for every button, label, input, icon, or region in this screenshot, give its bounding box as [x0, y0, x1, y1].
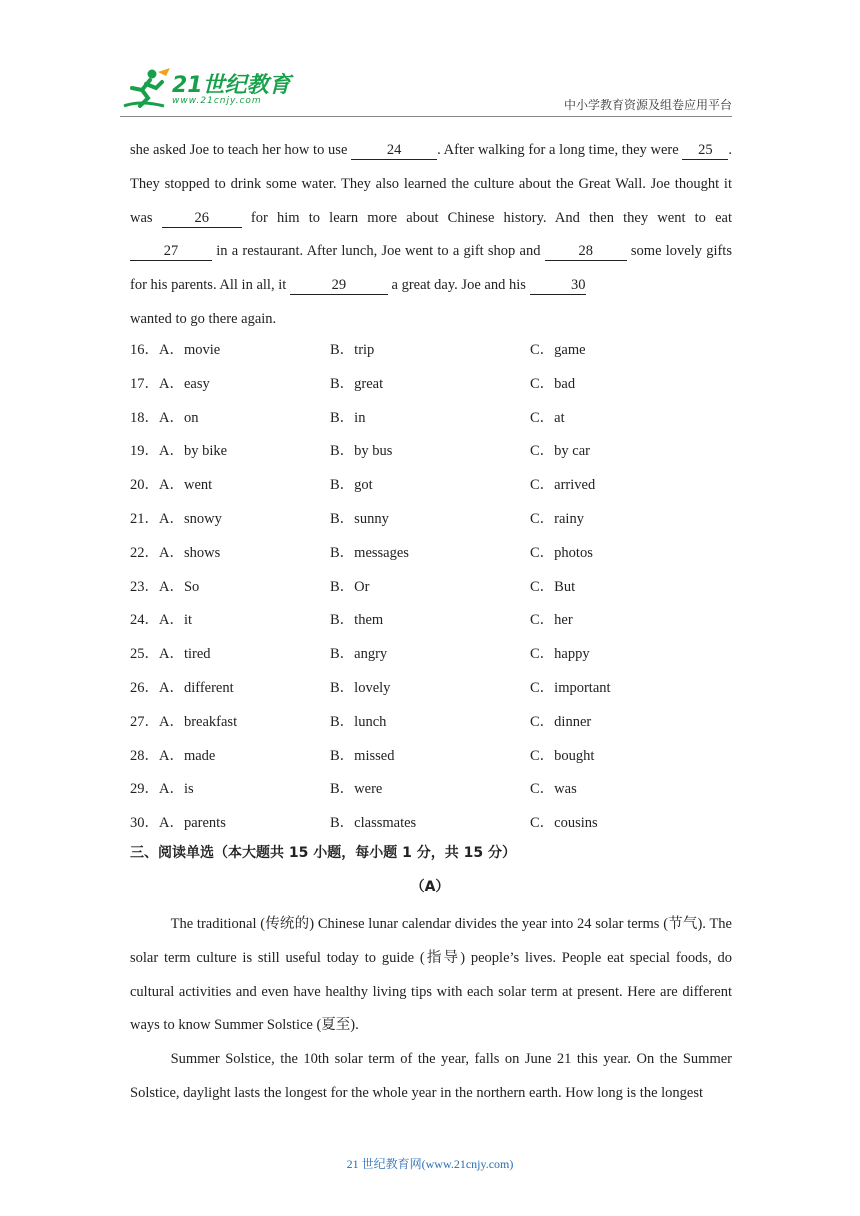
option-a[interactable]	[130, 368, 210, 402]
option-a-text: A．is	[159, 781, 194, 798]
option-a[interactable]	[130, 773, 194, 807]
question-number: 24．	[130, 612, 159, 629]
option-a[interactable]	[130, 402, 198, 436]
option-c[interactable]: C．arrived	[530, 477, 596, 494]
question-number: 25．	[130, 646, 159, 663]
option-b[interactable]: B．in	[330, 409, 366, 426]
option-c[interactable]: C．bad	[530, 375, 576, 392]
blank-30: 30	[530, 276, 586, 295]
subsection-label: （A）	[410, 879, 450, 895]
question-row	[130, 638, 732, 672]
option-b[interactable]: B．them	[330, 612, 384, 629]
option-a-text: A．made	[159, 747, 216, 764]
blank-27: 27	[130, 242, 212, 261]
option-a-text: A．shows	[159, 544, 221, 561]
option-c[interactable]: C．photos	[530, 544, 593, 561]
page-footer: 21 世纪教育网(www.21cnjy.com)	[346, 1157, 514, 1171]
option-a-text: A．snowy	[159, 510, 222, 527]
question-number: 21．	[130, 510, 159, 527]
option-a-text: A．tired	[159, 646, 211, 663]
blank-29: 29	[290, 276, 388, 295]
option-a-text: A．parents	[159, 815, 226, 832]
option-a[interactable]	[130, 740, 215, 774]
option-c[interactable]: C．rainy	[530, 510, 584, 527]
option-c[interactable]: C．cousins	[530, 815, 598, 832]
header-platform-text: 中小学教育资源及组卷应用平台	[563, 98, 732, 112]
reading-passage	[130, 908, 732, 1111]
blank-26: 26	[162, 209, 242, 228]
option-a-text: A．by bike	[159, 443, 228, 460]
option-b[interactable]: B．messages	[330, 544, 409, 561]
question-row	[130, 807, 732, 841]
question-row	[130, 334, 732, 368]
option-a-text: A．breakfast	[159, 713, 238, 730]
question-row	[130, 435, 732, 469]
question-row	[130, 604, 732, 638]
question-number: 29．	[130, 781, 159, 798]
option-b[interactable]: B．got	[330, 477, 373, 494]
option-a[interactable]	[130, 807, 226, 841]
options-list	[130, 334, 732, 841]
logo-text: 21世纪教育	[172, 73, 291, 98]
option-a-text: A．on	[159, 409, 199, 426]
question-number: 17．	[130, 375, 159, 392]
blank-24: 24	[351, 141, 437, 160]
option-a[interactable]	[130, 334, 220, 368]
option-a[interactable]	[130, 469, 212, 503]
option-c[interactable]: C．was	[530, 781, 577, 798]
option-b[interactable]: B．angry	[330, 646, 388, 663]
question-row	[130, 740, 732, 774]
reading-paragraph-1: The traditional (传统的) Chinese lunar calendar divides the year into 24 solar terms (节气). The solar term culture is still useful today to guide (指导) people’s lives. People eat special foods, do cultural activities and even have healthy living tips with each solar term at present. Here are different ways to know Summer Solstice (夏至).	[130, 916, 732, 1034]
question-number: 16．	[130, 342, 159, 358]
question-number: 28．	[130, 747, 159, 764]
option-c[interactable]: C．by car	[530, 443, 590, 460]
question-number: 19．	[130, 443, 159, 460]
question-number: 23．	[130, 578, 159, 595]
option-b[interactable]: B．by bus	[330, 443, 393, 460]
option-a[interactable]	[130, 706, 237, 740]
option-b[interactable]: B．great	[330, 375, 384, 392]
question-number: 26．	[130, 679, 159, 696]
option-c[interactable]: C．at	[530, 409, 565, 426]
question-number: 20．	[130, 477, 159, 494]
reading-paragraph-2: Summer Solstice, the 10th solar term of the year, falls on June 21 this year. On the Summer Solstice, daylight lasts the longest for the whole year in the northern earth. How long is the longest	[130, 1051, 732, 1101]
option-a[interactable]	[130, 435, 227, 469]
option-c[interactable]: C．But	[530, 578, 576, 595]
option-b[interactable]: B．missed	[330, 747, 395, 764]
blank-28: 28	[545, 242, 627, 261]
option-a[interactable]	[130, 503, 222, 537]
option-c[interactable]: C．happy	[530, 646, 590, 663]
option-a-text: A．it	[159, 612, 193, 629]
option-a[interactable]	[130, 537, 220, 571]
question-number: 18．	[130, 409, 159, 426]
runner-logo-icon	[120, 66, 172, 114]
option-a[interactable]	[130, 672, 234, 706]
option-a-text: A．went	[159, 477, 213, 494]
option-b[interactable]: B．trip	[330, 342, 375, 358]
option-a-text: A．movie	[159, 342, 221, 358]
passage-paragraph: she asked Joe to teach her how to use 24 . After walking for a long time, they were 25 . They stopped to drink some water. They also learned the culture about the Great Wall. Joe thought it was 26 for him to learn more about Chinese history. And then they went to eat 27 in a restaurant. After lunch, Joe went to a gift shop and 28 some lovely gifts for his parents. All in all, it 29 a great day. Joe and his 30	[130, 142, 732, 294]
option-a[interactable]	[130, 604, 192, 638]
option-a[interactable]	[130, 638, 211, 672]
question-row	[130, 503, 732, 537]
option-a-text: A．So	[159, 578, 200, 595]
question-row	[130, 402, 732, 436]
option-b[interactable]: B．sunny	[330, 510, 389, 527]
section-title: 三、阅读单选（本大题共 15 小题，每小题 1 分，共 15 分）	[130, 845, 516, 861]
blank-25: 25	[682, 141, 728, 160]
option-b[interactable]: B．were	[330, 781, 383, 798]
question-row	[130, 469, 732, 503]
option-c[interactable]: C．dinner	[530, 713, 592, 730]
question-row	[130, 706, 732, 740]
option-b[interactable]: B．lunch	[330, 713, 387, 730]
option-c[interactable]: C．important	[530, 679, 611, 696]
option-c[interactable]: C．bought	[530, 747, 595, 764]
page-header	[120, 66, 732, 116]
question-number: 22．	[130, 544, 159, 561]
header-divider	[120, 116, 732, 117]
question-row	[130, 368, 732, 402]
logo-url: www.21cnjy.com	[172, 96, 262, 106]
cloze-passage	[130, 134, 732, 337]
option-b[interactable]: B．lovely	[330, 679, 391, 696]
option-c[interactable]: C．her	[530, 612, 573, 629]
option-a-text: A．easy	[159, 375, 210, 392]
option-b[interactable]: B．classmates	[330, 815, 417, 832]
question-row	[130, 571, 732, 605]
option-a-text: A．different	[159, 679, 234, 696]
option-c[interactable]: C．game	[530, 342, 586, 358]
option-b[interactable]: B．Or	[330, 578, 370, 595]
question-row	[130, 773, 732, 807]
option-a[interactable]	[130, 571, 199, 605]
question-number: 30．	[130, 815, 159, 832]
question-row	[130, 672, 732, 706]
question-row	[130, 537, 732, 571]
logo	[120, 66, 300, 114]
question-number: 27．	[130, 713, 159, 730]
passage-last-line: wanted to go there again.	[130, 310, 277, 327]
